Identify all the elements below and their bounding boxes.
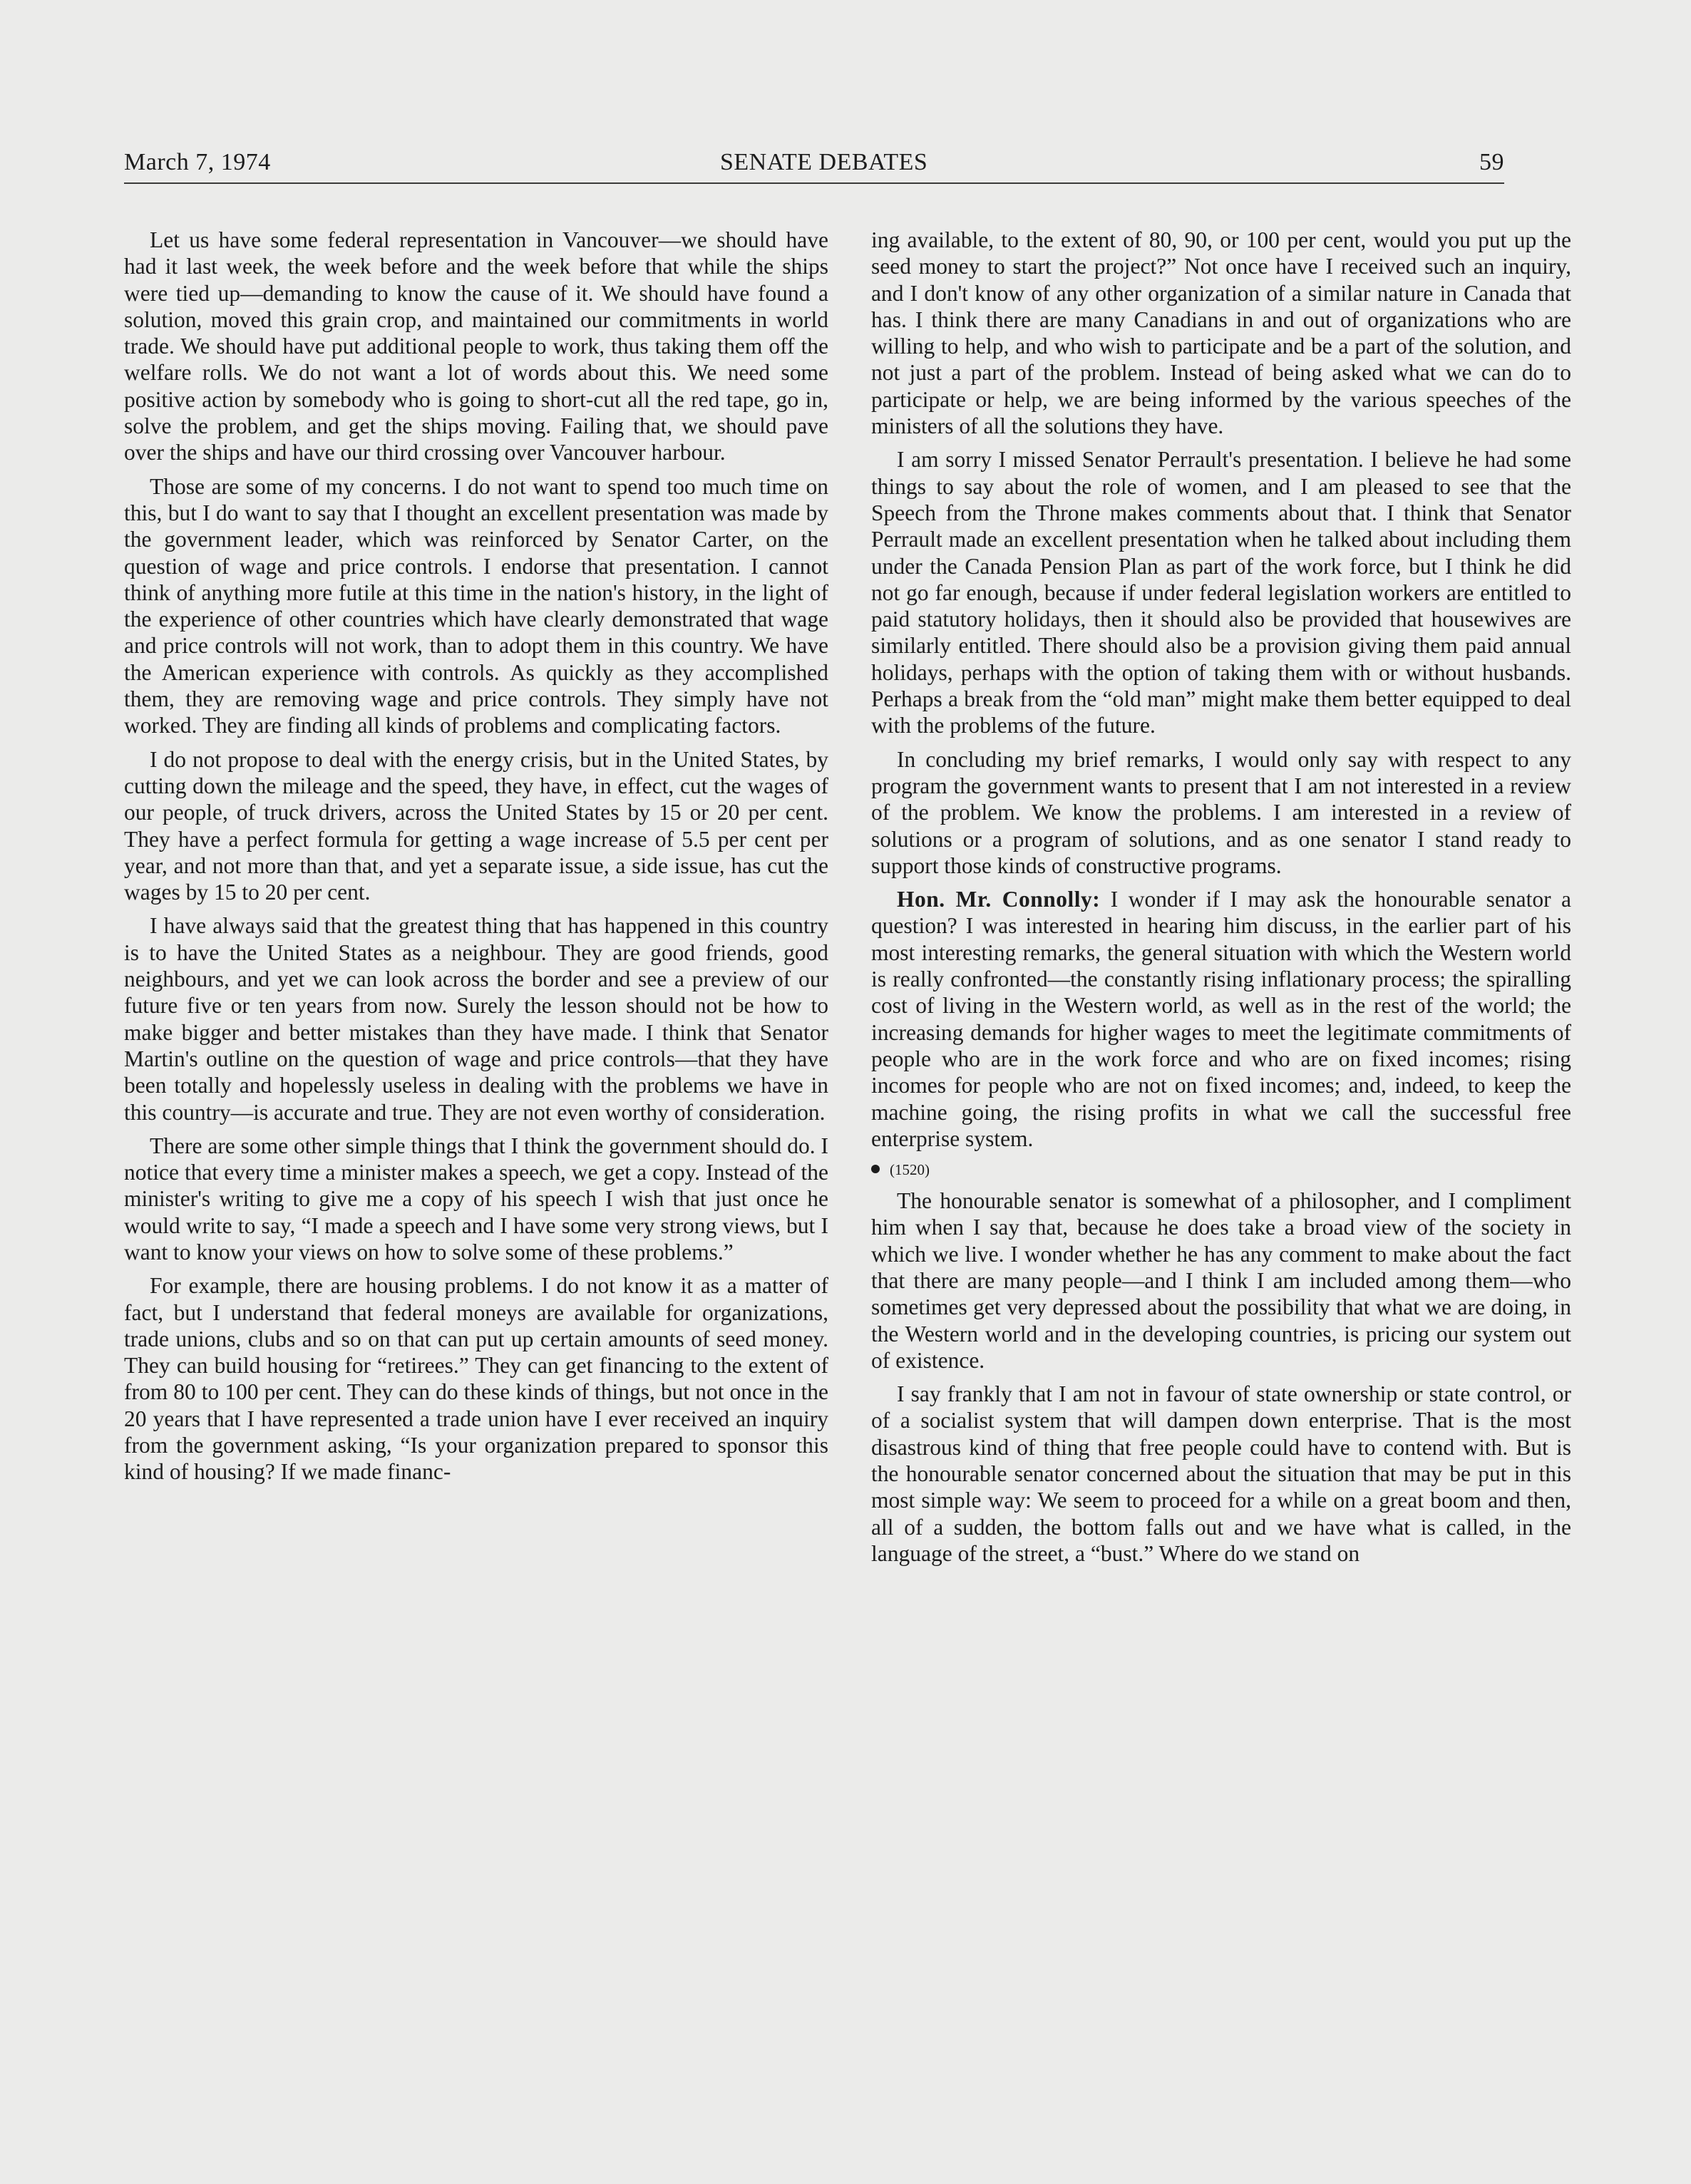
page-header — [124, 147, 1504, 184]
paragraph: I am sorry I missed Senator Perrault's presentation. I believe he had some things to say about the role of women, and I am pleased to see that the Speech from the Throne makes comments about that. I think that Senator Perrault made an excellent presentation when he talked about including them under the Canada Pension Plan as part of the work force, but I think he did not go far enough, because if under federal legislation workers are entitled to paid statutory holidays, then it should also be provided that housewives are similarly entitled. There should also be a provision giving them paid annual holidays, perhaps with the option of taking them with or without husbands. Perhaps a break from the “old man” might make them better equipped to deal with the problems of the future. — [871, 447, 1571, 738]
paragraph: For example, there are housing problems. I do not know it as a matter of fact, but I understand that federal moneys are available for organizations, trade unions, clubs and so on that can put up certain amounts of seed money. They can build housing for “retirees.” They can get financing to the extent of from 80 to 100 per cent. They can do these kinds of things, but not once in the 20 years that I have represented a trade union have I ever received an inquiry from the government asking, “Is your organization prepared to sponsor this kind of housing? If we made financ- — [124, 1273, 828, 1485]
bullet-icon — [871, 1165, 880, 1173]
right-column — [871, 227, 1571, 1574]
paragraph: Let us have some federal representation in Vancouver—we should have had it last week, the week before and the week before that while the ships were tied up—demanding to know the cause of it. We should have found a solution, moved this grain crop, and maintained our commitments in world trade. We should have put additional people to work, thus taking them off the welfare rolls. We do not want a lot of words about this. We need some positive action by somebody who is going to short-cut all the red tape, go in, solve the problem, and get the ships moving. Failing that, we should pave over the ships and have our third crossing over Vancouver harbour. — [124, 227, 828, 465]
time-marker-label: (1520) — [890, 1161, 930, 1179]
paragraph: The honourable senator is somewhat of a philosopher, and I compliment him when I say that, because he does take a broad view of the society in which we live. I wonder whether he has any comment to make about the fact that there are many people—and I think I am included among them—who sometimes get very depressed about the possibility that what we are doing, in the Western world and in the developing countries, is pricing our system out of existence. — [871, 1188, 1571, 1373]
paragraph: I do not propose to deal with the energy crisis, but in the United States, by cutting down the mileage and the speed, they have, in effect, cut the wages of our people, of truck drivers, across the United States by 15 or 20 per cent. They have a perfect formula for getting a wage increase of 5.5 per cent per year, and not more than that, and yet a separate issue, a side issue, has cut the wages by 15 to 20 per cent. — [124, 746, 828, 905]
left-column — [124, 227, 828, 1493]
page-number: 59 — [1479, 149, 1504, 175]
header-date: March 7, 1974 — [124, 149, 271, 175]
paragraph: In concluding my brief remarks, I would only say with respect to any program the government wants to present that I am not interested in a review of the problem. We know the problems. I am interested in a review of solutions or a program of solutions, and as one senator I stand ready to support those kinds of constructive programs. — [871, 746, 1571, 878]
paragraph: I have always said that the greatest thing that has happened in this country is to have the United States as a neighbour. They are good friends, good neighbours, and yet we can look across the border and see a preview of our future five or ten years from now. Surely the lesson should not be how to make bigger and better mistakes than they have made. I think that Senator Martin's outline on the question of wage and price controls—that they have been totally and hopelessly useless in dealing with the problems we have in this country—is accurate and true. They are not even worthy of consideration. — [124, 913, 828, 1125]
paragraph: Those are some of my concerns. I do not want to spend too much time on this, but I do want to say that I thought an excellent presentation was made by the government leader, which was reinforced by Senator Carter, on the question of wage and price controls. I endorse that presentation. I cannot think of anything more futile at this time in the nation's history, in the light of the experience of other countries which have clearly demonstrated that wage and price controls will not work, than to adopt them in this country. We have the American experience with controls. As quickly as they accomplished them, they are removing wage and price controls. They simply have not worked. They are finding all kinds of problems and complicating factors. — [124, 473, 828, 738]
time-marker — [871, 1159, 1571, 1180]
speaker-paragraph — [871, 886, 1571, 1152]
paragraph: There are some other simple things that I think the government should do. I notice that every time a minister makes a speech, we get a copy. Instead of the minister's writing to give me a copy of his speech I wish that just once he would write to say, “I made a speech and I have some very strong views, but I want to know your views on how to solve some of these problems.” — [124, 1133, 828, 1264]
speaker-text: I wonder if I may ask the honourable senator a question? I was interested in hearing him discuss, in the earlier part of his most interesting remarks, the general situation with which the Western world is really confronted—the constantly rising inflationary process; the spiralling cost of living in the Western world, as well as in the rest of the world; the increasing demands for higher wages to meet the legitimate commitments of people who are in the work force and who are on fixed incomes; rising incomes for people who are not on fixed incomes; and, indeed, to keep the machine going, the rising profits in what we call the successful free enterprise system. — [871, 887, 1572, 1151]
paragraph: I say frankly that I am not in favour of state ownership or state control, or of a socialist system that will dampen down enterprise. That is the most disastrous kind of thing that free people could have to contend with. But is the honourable senator concerned about the situation that may be put in this most simple way: We seem to proceed for a while on a great boom and then, all of a sudden, the bottom falls out and we have what is called, in the language of the street, a “bust.” Where do we stand on — [871, 1381, 1571, 1566]
header-title: SENATE DEBATES — [720, 149, 928, 175]
paragraph-continued: ing available, to the extent of 80, 90, or 100 per cent, would you put up the seed money to start the project?” Not once have I received such an inquiry, and I don't know of any other organization of a similar nature in Canada that has. I think there are many Canadians in and out of organizations who are willing to help, and who wish to participate and be a part of the solution, and not just a part of the problem. Instead of being asked what we can do to participate or help, we are being informed by the various speeches of the ministers of all the solutions they have. — [871, 227, 1571, 439]
speaker-name: Hon. Mr. Connolly: — [897, 887, 1101, 912]
